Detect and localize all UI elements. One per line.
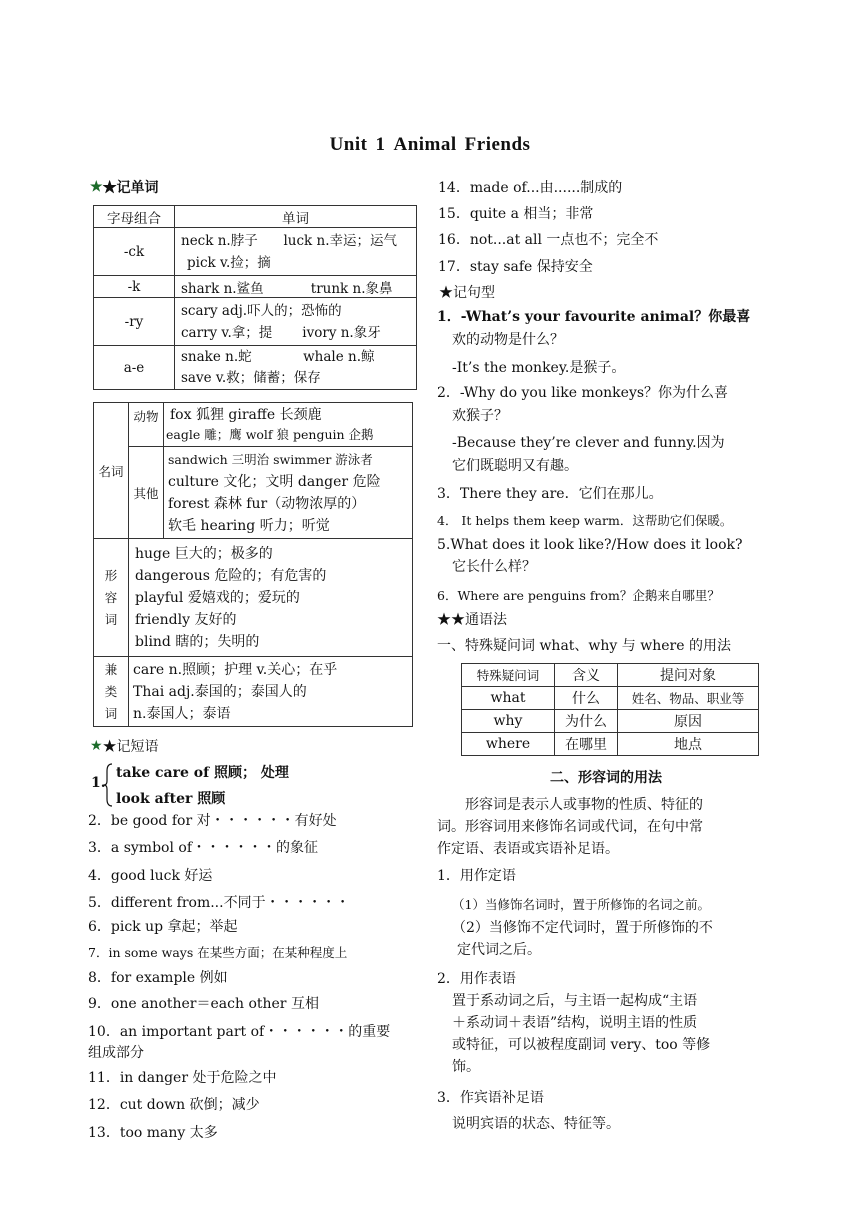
adjective-intro: 形容词是表示人或事物的性质、特征的 词。形容词用来修饰名词或代词，在句中常 作定语、表语或宾语补足语。 bbox=[437, 797, 703, 857]
table-row: 兼 类 词 care n.照顾；护理 v.关心；在乎 Thai adj.泰国的；泰国人的 n.泰国人；泰语 bbox=[94, 657, 413, 727]
brace-icon bbox=[103, 763, 113, 807]
list-item: 5．different from...不同于・・・・・・ bbox=[88, 895, 350, 911]
table-header: 单词 bbox=[175, 206, 417, 228]
sentence-1-cont: 欢的动物是什么？ bbox=[452, 332, 564, 348]
table-row: 名词 动物 fox 狐狸 giraffe 长颈鹿 eagle 雕；鹰 wolf 狼 penguin 企鹅 bbox=[94, 403, 413, 447]
sentence-2-answer-cont: 它们既聪明又有趣。 bbox=[452, 458, 578, 474]
green-star-icon: ★ bbox=[90, 179, 103, 195]
question-word-table bbox=[461, 663, 759, 756]
table-row: 其他 sandwich 三明治 swimmer 游泳者 culture 文化；文明 danger 危险 forest 森林 fur（动物浓厚的） 软毛 hearing 听力；听觉 bbox=[94, 447, 413, 539]
table-row: -ry scary adj.吓人的；恐怖的 carry v.拿；提 ivory n.象牙 bbox=[94, 298, 417, 346]
table-row: a-e snake n.蛇 whale n.鲸 save v.救；储蓄；保存 bbox=[94, 346, 417, 390]
list-item: 12．cut down 砍倒；减少 bbox=[88, 1097, 260, 1113]
list-item: 组成部分 bbox=[88, 1045, 144, 1061]
sentence-3: 3．There they are．它们在那儿。 bbox=[437, 486, 663, 502]
list-item: 14．made of...由......制成的 bbox=[438, 180, 623, 196]
table-row: where 在哪里 地点 bbox=[462, 733, 759, 756]
list-item: 4．good luck 好运 bbox=[88, 868, 213, 884]
grammar-section-2: 二、形容词的用法 bbox=[550, 770, 662, 786]
usage-2-text: 置于系动词之后，与主语一起构成“主语 ＋系动词＋表语”结构，说明主语的性质 或特征，可以被程度副词 very、too 等修 饰。 bbox=[452, 993, 711, 1075]
phrase-1-lines: take care of 照顾； 处理 look after 照顾 bbox=[116, 765, 289, 807]
usage-1b: （2）当修饰不定代词时，置于所修饰的不 bbox=[452, 920, 713, 936]
table-row: what 什么 姓名、物品、职业等 bbox=[462, 687, 759, 710]
list-item: 8．for example 例如 bbox=[88, 970, 228, 986]
usage-3: 3．作宾语补足语 bbox=[437, 1090, 544, 1106]
table-row: why 为什么 原因 bbox=[462, 710, 759, 733]
usage-1a: （1）当修饰名词时，置于所修饰的名词之前。 bbox=[452, 897, 710, 912]
usage-3-text: 说明宾语的状态、特征等。 bbox=[452, 1116, 620, 1132]
list-item: 17．stay safe 保持安全 bbox=[438, 259, 593, 275]
list-item: 6．pick up 拿起；举起 bbox=[88, 919, 238, 935]
sentence-2-answer: -Because they’re clever and funny.因为 bbox=[452, 435, 725, 451]
list-item: 9．one another＝each other 互相 bbox=[88, 996, 319, 1012]
list-item: 10．an important part of・・・・・・的重要 bbox=[88, 1024, 391, 1040]
usage-2: 2．用作表语 bbox=[437, 971, 516, 987]
usage-1b-cont: 定代词之后。 bbox=[457, 942, 541, 958]
table-row: 形 容 词 huge 巨大的；极多的 dangerous 危险的；有危害的 playful 爱嬉戏的；爱玩的 friendly 友好的 blind 瞎的；失明的 bbox=[94, 539, 413, 657]
sentence-4: 4． It helps them keep warm．这帮助它们保暖。 bbox=[437, 513, 733, 528]
green-star-icon: ★ bbox=[90, 738, 103, 754]
vocab-table bbox=[93, 205, 417, 390]
vocab-heading: ★ ★记单词 bbox=[90, 179, 159, 196]
table-row: 特殊疑问词 含义 提问对象 bbox=[462, 664, 759, 687]
phrase-1-number: 1. bbox=[91, 775, 106, 791]
table-header: 字母组合 bbox=[94, 206, 175, 228]
sentence-2: 2．-Why do you like monkeys？你为什么喜 bbox=[437, 385, 729, 401]
page-title: Unit 1 Animal Friends bbox=[329, 134, 531, 155]
sentence-2-cont: 欢猴子？ bbox=[452, 408, 508, 424]
list-item: 11．in danger 处于危险之中 bbox=[88, 1070, 277, 1086]
list-item: 13．too many 太多 bbox=[88, 1125, 218, 1141]
grammar-heading: ★★通语法 bbox=[437, 612, 507, 628]
list-item: 16．not...at all 一点也不；完全不 bbox=[438, 232, 659, 248]
sentences-heading: ★记句型 bbox=[439, 285, 495, 301]
list-item: 3．a symbol of・・・・・・的象征 bbox=[88, 840, 319, 856]
phrases-heading: ★ ★记短语 bbox=[90, 738, 159, 755]
list-item: 15．quite a 相当；非常 bbox=[438, 206, 594, 222]
grammar-section-1: 一、特殊疑问词 what、why 与 where 的用法 bbox=[437, 638, 731, 654]
sentence-1-answer: -It’s the monkey.是猴子。 bbox=[452, 360, 626, 376]
list-item: 7．in some ways 在某些方面；在某种程度上 bbox=[88, 945, 348, 960]
sentence-6: 6．Where are penguins from？企鹅来自哪里？ bbox=[437, 588, 720, 603]
usage-1: 1．用作定语 bbox=[437, 868, 516, 884]
sentence-5-cont: 它长什么样？ bbox=[452, 559, 536, 575]
table-row: -k shark n.鲨鱼 trunk n.象鼻 bbox=[94, 276, 417, 298]
table-row: -ck neck n.脖子 luck n.幸运；运气 pick v.捡；摘 bbox=[94, 228, 417, 276]
sentence-5: 5.What does it look like?/How does it look? bbox=[437, 537, 743, 553]
sentence-1: 1．-What’s your favourite animal？你最喜 bbox=[437, 309, 751, 325]
vocab-category-table bbox=[93, 402, 413, 727]
list-item: 2．be good for 对・・・・・・有好处 bbox=[88, 813, 337, 829]
